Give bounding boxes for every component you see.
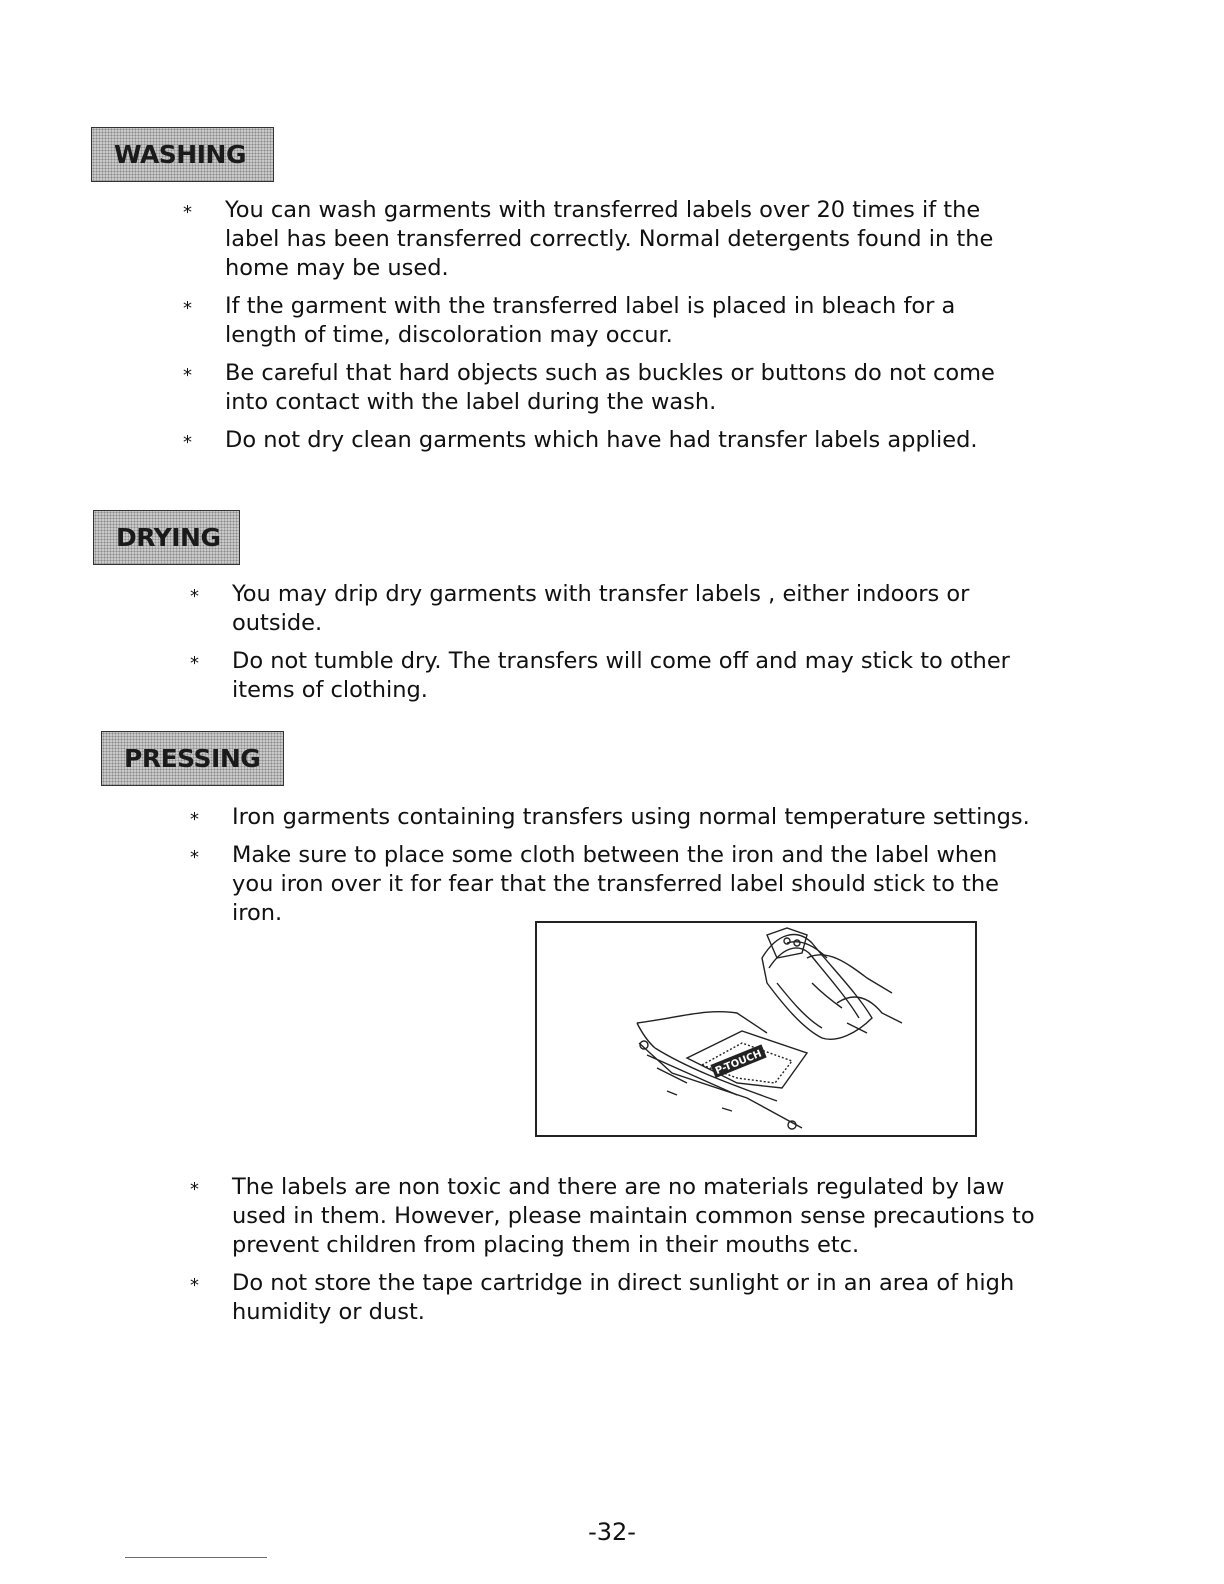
bullet-star: * — [183, 432, 192, 453]
bullet-star: * — [190, 1275, 199, 1296]
bullet-star: * — [190, 1179, 199, 1200]
bullet-star: * — [190, 586, 199, 607]
pressing-list-continued — [190, 1173, 1040, 1336]
list-item-text: Make sure to place some cloth between the iron and the label when you iron over it for fear that the transferred label should stick to the iron. — [232, 842, 999, 926]
iron-drawing — [537, 923, 979, 1139]
bullet-star: * — [183, 202, 192, 223]
section-label-pressing — [101, 731, 284, 786]
pressing-list — [190, 803, 1040, 937]
list-item — [190, 1269, 1040, 1327]
footer-rule — [125, 1557, 267, 1558]
bullet-star: * — [190, 847, 199, 868]
list-item-text: Do not dry clean garments which have had transfer labels applied. — [225, 427, 978, 453]
list-item — [183, 196, 1033, 283]
list-item-text: If the garment with the transferred label is placed in bleach for a length of time, discoloration may occur. — [225, 293, 956, 348]
label-text: P-TOUCH — [713, 1048, 764, 1078]
bullet-star: * — [190, 809, 199, 830]
section-label-text: WASHING — [114, 140, 246, 169]
list-item-text: You can wash garments with transferred labels over 20 times if the label has been transferred correctly. Normal detergents found in the home may be used. — [225, 197, 994, 281]
list-item — [183, 426, 1033, 455]
bullet-star: * — [183, 365, 192, 386]
list-item-text: Do not tumble dry. The transfers will come off and may stick to other items of clothing. — [232, 648, 1010, 703]
list-item-text: The labels are non toxic and there are no materials regulated by law used in them. However, please maintain common sense precautions to prevent children from placing them in their mouths etc. — [232, 1174, 1035, 1258]
section-label-washing — [91, 127, 274, 182]
list-item — [190, 841, 1040, 928]
list-item — [190, 803, 1040, 832]
list-item-text: You may drip dry garments with transfer labels , either indoors or outside. — [232, 581, 970, 636]
list-item — [190, 1173, 1040, 1260]
list-item — [190, 647, 1040, 705]
section-label-text: PRESSING — [124, 744, 261, 773]
list-item — [190, 580, 1040, 638]
list-item — [183, 359, 1033, 417]
list-item — [183, 292, 1033, 350]
bullet-star: * — [190, 653, 199, 674]
drying-list — [190, 580, 1040, 714]
ironing-illustration — [535, 921, 977, 1137]
list-item-text: Do not store the tape cartridge in direct sunlight or in an area of high humidity or dust. — [232, 1270, 1015, 1325]
list-item-text: Be careful that hard objects such as buckles or buttons do not come into contact with the label during the wash. — [225, 360, 995, 415]
list-item-text: Iron garments containing transfers using normal temperature settings. — [232, 804, 1030, 830]
bullet-star: * — [183, 298, 192, 319]
page-number: -32- — [588, 1518, 636, 1546]
washing-list — [183, 196, 1033, 464]
section-label-text: DRYING — [116, 523, 221, 552]
section-label-drying — [93, 510, 240, 565]
